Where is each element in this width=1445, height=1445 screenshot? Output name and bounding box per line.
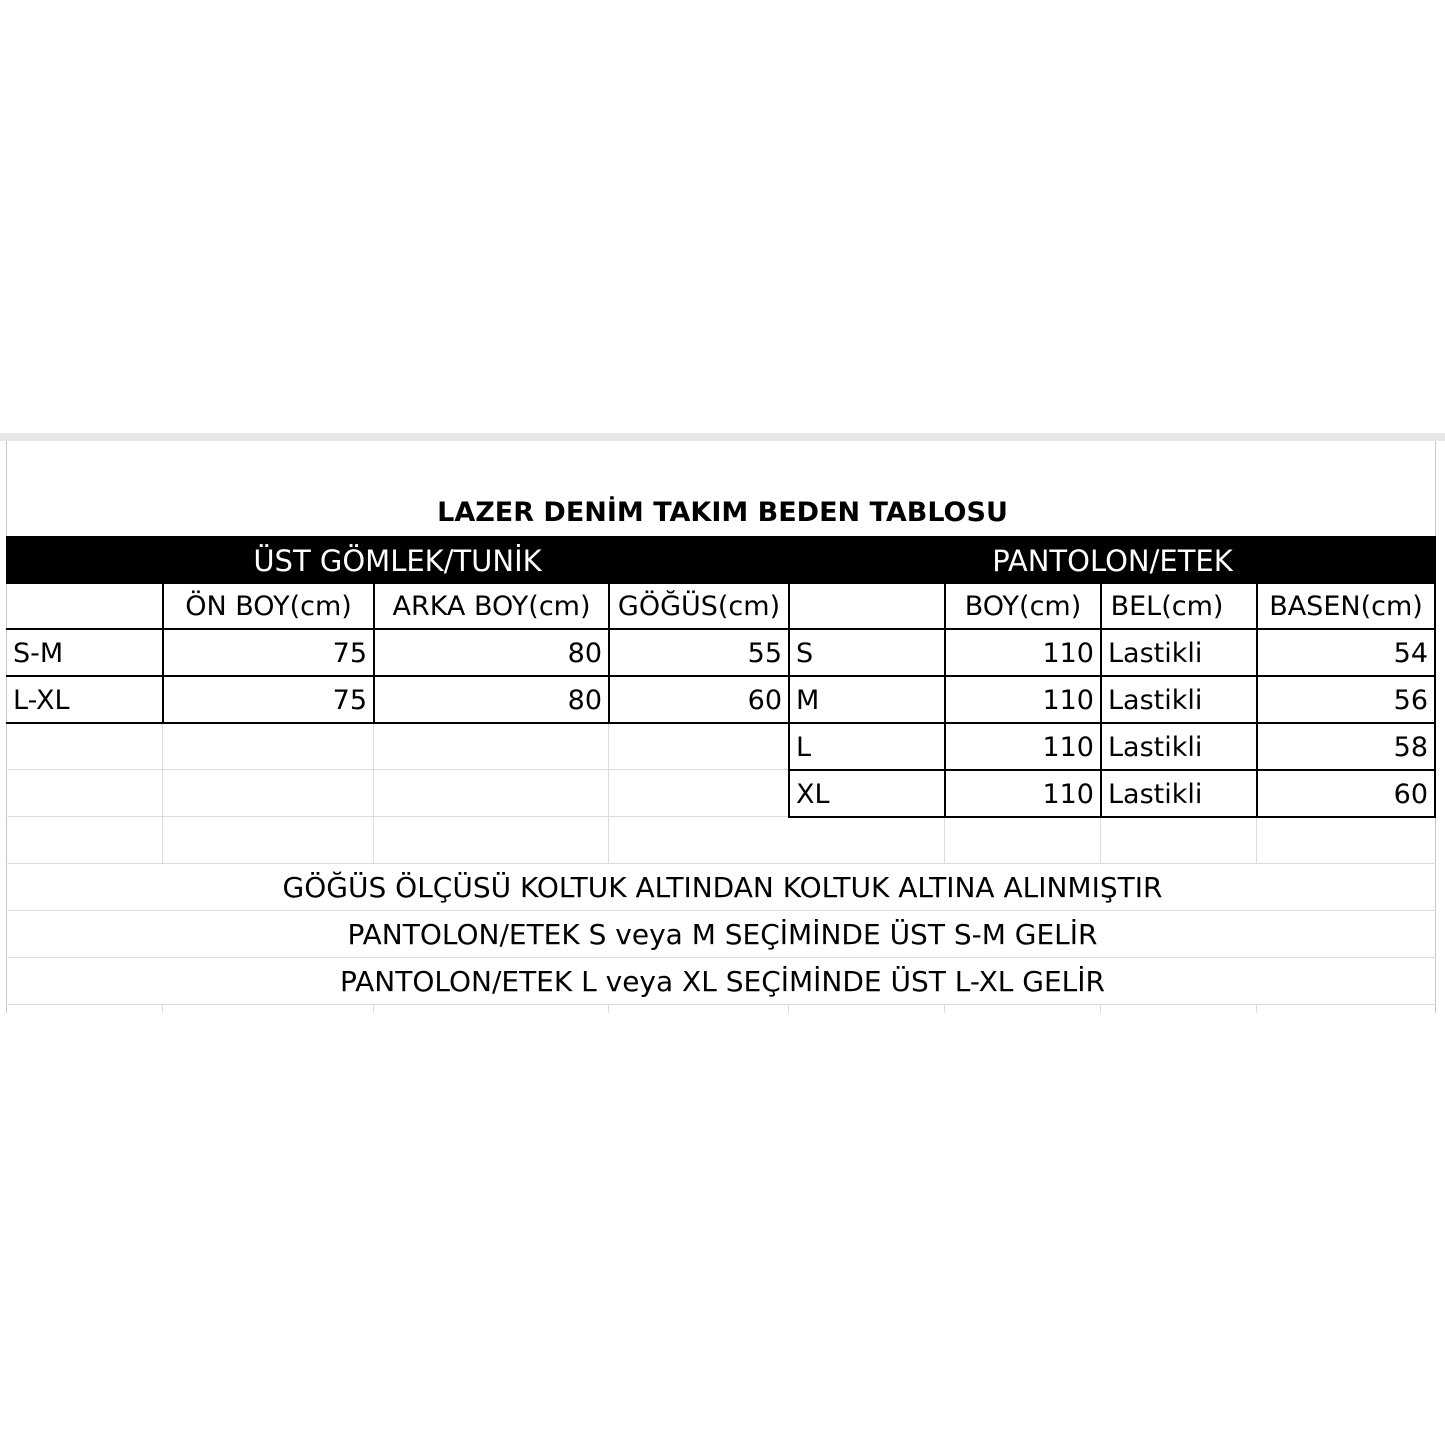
bottom-size-cell: S <box>796 638 814 669</box>
note-l-xl-selection: PANTOLON/ETEK L veya XL SEÇİMİNDE ÜST L-XL GELİR <box>340 965 1105 998</box>
chart-title: LAZER DENİM TAKIM BEDEN TABLOSU <box>437 497 1008 528</box>
header-gogus: GÖĞÜS(cm) <box>617 591 781 622</box>
bottom-boy-cell: 110 <box>1042 638 1094 669</box>
table-border <box>1434 584 1436 818</box>
top-on-boy-cell: 75 <box>332 638 367 669</box>
top-size-cell: L-XL <box>13 685 70 716</box>
top-section-label: ÜST GÖMLEK/TUNİK <box>253 544 542 578</box>
gridline <box>788 1004 789 1013</box>
bottom-bel-cell: Lastikli <box>1108 638 1203 669</box>
bottom-basen-cell: 60 <box>1393 779 1428 810</box>
gridline <box>944 816 945 863</box>
top-arka-boy-cell: 80 <box>567 638 602 669</box>
gridline <box>0 433 1445 441</box>
bottom-boy-cell: 110 <box>1042 685 1094 716</box>
gridline <box>944 1004 945 1013</box>
gridline <box>1256 816 1257 863</box>
header-bel: BEL(cm) <box>1110 591 1224 622</box>
bottom-size-cell: M <box>796 685 820 716</box>
top-gogus-cell: 60 <box>747 685 782 716</box>
header-on-boy: ÖN BOY(cm) <box>185 591 352 622</box>
bottom-boy-cell: 110 <box>1042 732 1094 763</box>
gridline <box>373 1004 374 1013</box>
gridline <box>373 722 374 863</box>
note-chest-measurement: GÖĞÜS ÖLÇÜSÜ KOLTUK ALTINDAN KOLTUK ALTINA ALINMIŞTIR <box>282 871 1163 904</box>
bottom-basen-cell: 56 <box>1393 685 1428 716</box>
note-s-m-selection: PANTOLON/ETEK S veya M SEÇİMİNDE ÜST S-M GELİR <box>347 918 1098 951</box>
gridline <box>608 1004 609 1013</box>
gridline <box>162 1004 163 1013</box>
gridline <box>6 769 789 770</box>
gridline <box>1100 1004 1101 1013</box>
bottom-bel-cell: Lastikli <box>1108 685 1203 716</box>
gridline <box>608 722 609 863</box>
gridline <box>162 722 163 863</box>
bottom-boy-cell: 110 <box>1042 779 1094 810</box>
bottom-size-cell: L <box>796 732 812 763</box>
header-arka-boy: ARKA BOY(cm) <box>392 591 591 622</box>
header-basen: BASEN(cm) <box>1269 591 1423 622</box>
top-on-boy-cell: 75 <box>332 685 367 716</box>
bottom-basen-cell: 54 <box>1393 638 1428 669</box>
bottom-section-label: PANTOLON/ETEK <box>992 544 1233 578</box>
top-size-cell: S-M <box>13 638 64 669</box>
gridline <box>1256 1004 1257 1013</box>
size-chart-sheet <box>0 433 1445 1013</box>
gridline <box>1100 816 1101 863</box>
top-arka-boy-cell: 80 <box>567 685 602 716</box>
bottom-size-cell: XL <box>796 779 830 810</box>
bottom-bel-cell: Lastikli <box>1108 732 1203 763</box>
header-boy: BOY(cm) <box>964 591 1082 622</box>
top-gogus-cell: 55 <box>747 638 782 669</box>
bottom-bel-cell: Lastikli <box>1108 779 1203 810</box>
bottom-basen-cell: 58 <box>1393 732 1428 763</box>
